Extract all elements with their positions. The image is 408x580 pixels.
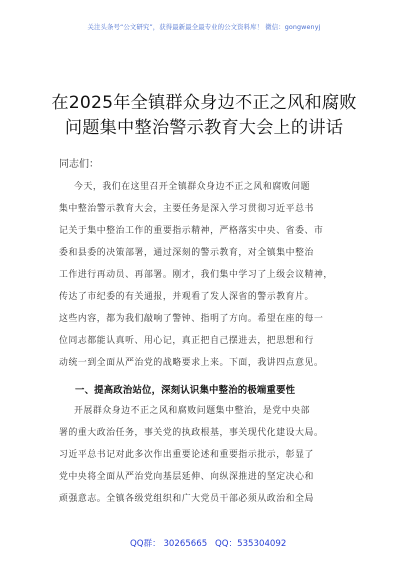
paragraph-1-line: 这些内容，都为我们敲响了警钟、指明了方向。希望在座的每一	[59, 314, 324, 324]
section-1-heading: 一、提高政治站位，深刻认识集中整治的极端重要性	[75, 385, 296, 396]
paragraph-1-line: 委和县委的决策部署，通过深刻的警示教育，对全镇集中整治	[59, 248, 314, 258]
paragraph-1-line: 传达了市纪委的有关通报，并观看了发人深省的警示教育片。	[59, 292, 314, 302]
paragraph-2-line: 开展群众身边不正之风和腐败问题集中整治，是党中央部	[74, 406, 311, 416]
paragraph-1-line: 动统一到全面从严治党的战略要求上来。下面，我讲四点意见。	[59, 358, 324, 368]
document-title-line-2: 问题集中整治警示教育大会上的讲话	[64, 118, 344, 138]
footer-qq-group: QQ群： 30265665	[130, 539, 208, 549]
paragraph-2-line: 习近平总书记对此多次作出重要论述和重要指示批示，彰显了	[59, 450, 314, 460]
paragraph-2-line: 署的重大政治任务，事关党的执政根基，事关现代化建设大局。	[59, 428, 324, 438]
salutation: 同志们：	[59, 159, 99, 170]
paragraph-1-line: 集中整治警示教育大会，主要任务是深入学习贯彻习近平总书	[59, 204, 314, 214]
paragraph-1-line: 今天，我们在这里召开全镇群众身边不正之风和腐败问题	[74, 182, 311, 192]
paragraph-2-line: 党中央将全面从严治党向基层延伸、向纵深推进的坚定决心和	[59, 472, 314, 482]
paragraph-2-line: 顽强意志。全镇各级党组织和广大党员干部必须从政治和全局	[59, 494, 314, 504]
paragraph-1-line: 工作进行再动员、再部署。刚才，我们集中学习了上级会议精神，	[59, 270, 333, 280]
footer-qq-contact: QQ：535304092	[215, 539, 287, 549]
header-banner: 关注头条号“公文研究”，获得最新最全最专业的公文资料库！ 微信：gongwenyj	[87, 23, 321, 31]
paragraph-1-line: 记关于集中整治工作的重要指示精神，严格落实中央、省委、市	[59, 226, 324, 236]
paragraph-1-line: 位同志都能认真听、用心记，真正把自己摆进去，把思想和行	[59, 336, 314, 346]
document-title-line-1: 在2025年全镇群众身边不正之风和腐败	[51, 93, 357, 113]
